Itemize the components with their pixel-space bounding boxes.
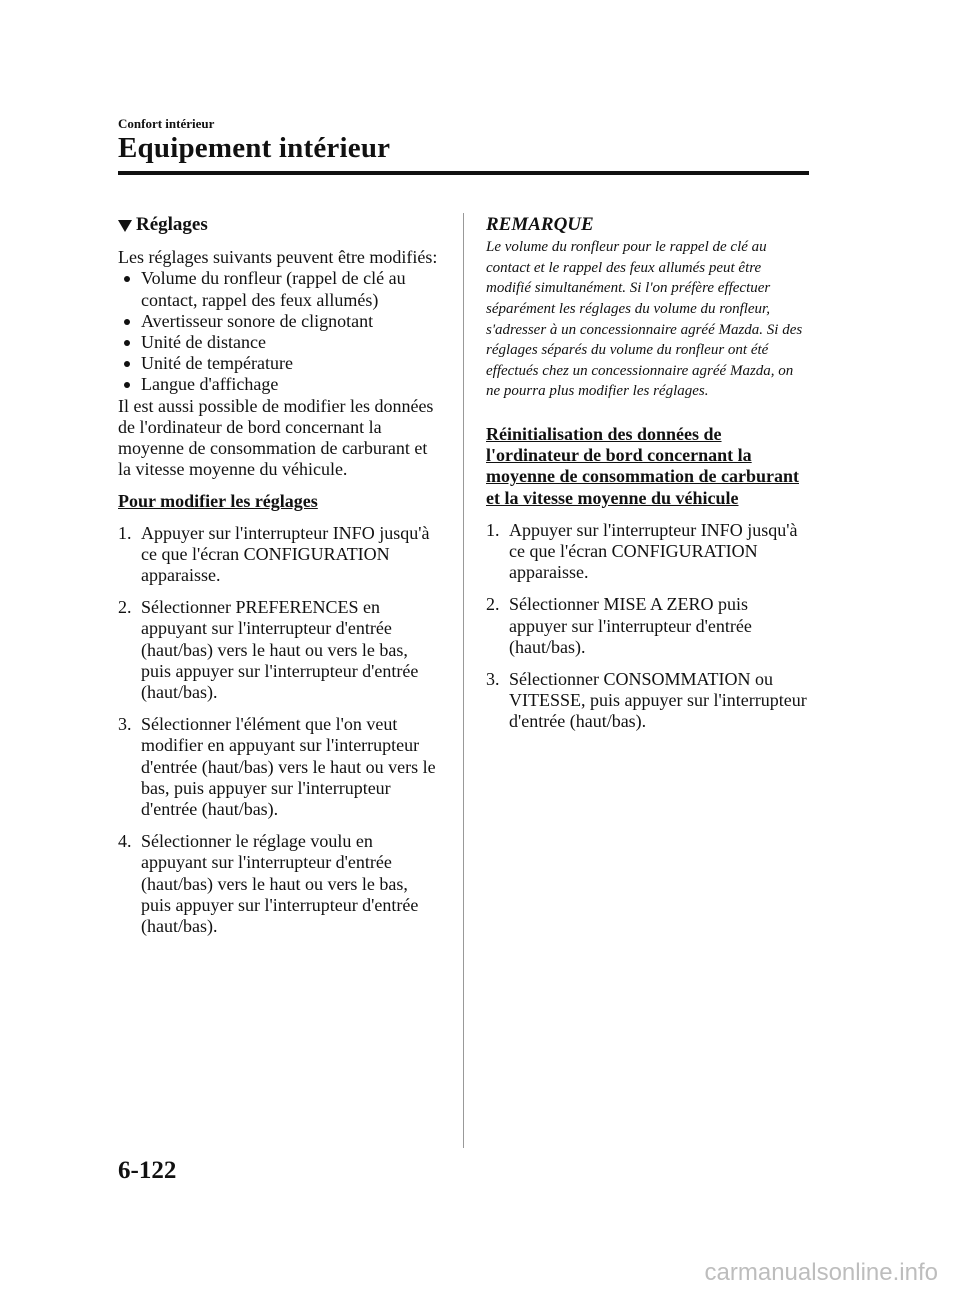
step-item: [118, 597, 440, 703]
note-title: REMARQUE: [486, 214, 594, 235]
bullet-icon: [124, 382, 130, 388]
column-divider: [463, 213, 464, 1148]
step-text: Appuyer sur l'interrupteur INFO jusqu'à ce que l'écran CONFIGURATION apparaisse.: [141, 522, 430, 586]
step-number: 1.: [118, 522, 132, 543]
info-paragraph: Il est aussi possible de modifier les données de l'ordinateur de bord concernant la moyenne de consommation de carburant et la vitesse moyenne du véhicule.: [118, 395, 434, 480]
list-item-text: Langue d'affichage: [141, 374, 279, 395]
bullet-icon: [124, 319, 130, 325]
procedure-steps: [118, 523, 440, 938]
step-item: [486, 520, 808, 584]
right-column: [486, 214, 808, 744]
step-text: Sélectionner le réglage voulu en appuyant sur l'interrupteur d'entrée (haut/bas) vers le haut ou vers le bas, puis appuyer sur l'interrupteur d'entrée (haut/bas).: [141, 831, 419, 937]
step-text: Appuyer sur l'interrupteur INFO jusqu'à ce que l'écran CONFIGURATION apparaisse.: [509, 519, 798, 583]
step-item: [118, 714, 440, 820]
step-text: Sélectionner CONSOMMATION ou VITESSE, puis appuyer sur l'interrupteur d'entrée (haut/bas).: [509, 668, 807, 732]
triangle-down-icon: [118, 220, 132, 232]
reset-subheading: Réinitialisation des données de l'ordinateur de bord concernant la moyenne de consommation de carburant et la vitesse moyenne du véhicule: [486, 423, 799, 508]
step-number: 1.: [486, 519, 500, 540]
intro-text: Les réglages suivants peuvent être modifiés:: [118, 247, 438, 268]
procedure-subheading: Pour modifier les réglages: [118, 491, 318, 512]
page-number: 6-122: [118, 1157, 177, 1184]
list-item: [118, 332, 440, 353]
bullet-icon: [124, 276, 130, 282]
reset-steps: [486, 520, 808, 733]
step-number: 4.: [118, 831, 132, 852]
list-item-text: Unité de distance: [141, 332, 266, 353]
bullet-icon: [124, 340, 130, 346]
step-number: 3.: [486, 668, 500, 689]
list-item-text: Avertisseur sonore de clignotant: [141, 310, 374, 331]
note-text: Le volume du ronfleur pour le rappel de clé au contact et le rappel des feux allumés peut être modifié simultanément. Si l'on préfère effectuer séparément les réglages du volume du ronfleur, s'adresser à un concessionnaire agréé Mazda. Si des réglages séparés du volume du ronfleur ont été effectués chez un concessionnaire agréé Mazda, on ne pourra plus modifier les réglages.: [486, 239, 803, 400]
step-number: 3.: [118, 714, 132, 735]
watermark-text: carmanualsonline.info: [704, 1259, 938, 1286]
list-item: [118, 353, 440, 374]
step-text: Sélectionner MISE A ZERO puis appuyer sur l'interrupteur d'entrée (haut/bas).: [509, 594, 752, 657]
step-text: Sélectionner l'élément que l'on veut modifier en appuyant sur l'interrupteur d'entrée (haut/bas) vers le haut ou vers le bas, puis appuyer sur l'interrupteur d'entrée (haut/bas).: [141, 714, 436, 820]
section-label: Confort intérieur: [118, 116, 215, 131]
reglages-heading: [118, 214, 440, 235]
settings-list: [118, 268, 440, 395]
list-item-text: Volume du ronfleur (rappel de clé au contact, rappel des feux allumés): [141, 268, 406, 310]
header-rule: [118, 171, 809, 175]
bullet-icon: [124, 361, 130, 367]
step-item: [118, 831, 440, 937]
step-item: [486, 594, 808, 658]
list-item: [118, 374, 440, 395]
step-item: [486, 669, 808, 733]
reglages-heading-text: Réglages: [136, 214, 208, 235]
list-item: [118, 268, 440, 310]
step-number: 2.: [486, 594, 500, 615]
list-item-text: Unité de température: [141, 353, 293, 374]
step-number: 2.: [118, 597, 132, 618]
page-title: Equipement intérieur: [118, 132, 391, 164]
left-column: [118, 214, 440, 948]
step-text: Sélectionner PREFERENCES en appuyant sur l'interrupteur d'entrée (haut/bas) vers le haut ou vers le bas, puis appuyer sur l'interrupteur d'entrée (haut/bas).: [141, 597, 419, 703]
step-item: [118, 523, 440, 587]
list-item: [118, 311, 440, 332]
